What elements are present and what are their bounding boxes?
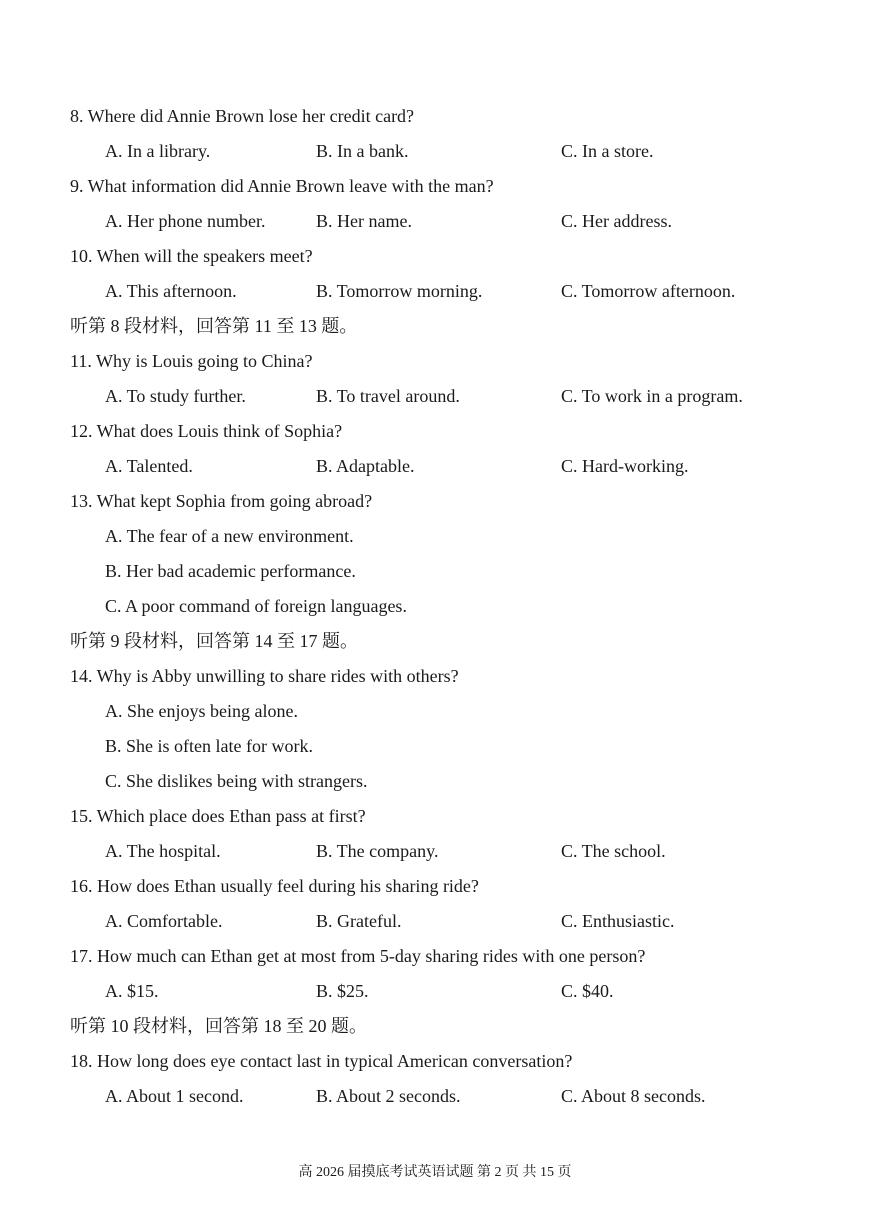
answer-option: A. The fear of a new environment. [105,526,354,546]
question-text: 18. How long does eye contact last in typical American conversation? [70,1051,573,1071]
answer-option: B. She is often late for work. [105,736,313,756]
answer-option: C. In a store. [561,141,654,161]
answer-option: C. A poor command of foreign languages. [105,596,407,616]
question-text: 10. When will the speakers meet? [70,246,313,266]
question-text: 17. How much can Ethan get at most from 5-day sharing rides with one person? [70,946,646,966]
answer-option: B. In a bank. [316,141,409,161]
answer-option: B. Her name. [316,211,412,231]
answer-option: C. Enthusiastic. [561,911,675,931]
answer-option: B. Tomorrow morning. [316,281,483,301]
answer-option: A. The hospital. [105,841,221,861]
answer-option: C. About 8 seconds. [561,1086,706,1106]
answer-option: C. The school. [561,841,666,861]
answer-option: C. She dislikes being with strangers. [105,771,368,791]
section-instruction: 听第 8 段材料，回答第 11 至 13 题。 [70,316,358,336]
question-text: 9. What information did Annie Brown leave with the man? [70,176,494,196]
options-row [0,134,870,169]
answer-option: A. Her phone number. [105,211,266,231]
options-row [0,449,870,484]
question-text: 14. Why is Abby unwilling to share rides with others? [70,666,459,686]
answer-option: A. Talented. [105,456,193,476]
answer-option: A. She enjoys being alone. [105,701,298,721]
answer-option: A. About 1 second. [105,1086,244,1106]
answer-option: B. About 2 seconds. [316,1086,461,1106]
options-row [0,379,870,414]
question-text: 12. What does Louis think of Sophia? [70,421,343,441]
answer-option: A. In a library. [105,141,211,161]
question-text: 16. How does Ethan usually feel during his sharing ride? [70,876,479,896]
answer-option: C. Her address. [561,211,672,231]
answer-option: B. The company. [316,841,439,861]
question-text: 13. What kept Sophia from going abroad? [70,491,373,511]
question-text: 8. Where did Annie Brown lose her credit card? [70,106,415,126]
options-row [0,1079,870,1114]
question-text: 11. Why is Louis going to China? [70,351,313,371]
answer-option: B. Grateful. [316,911,402,931]
answer-option: C. Hard-working. [561,456,689,476]
options-row [0,904,870,939]
answer-option: A. Comfortable. [105,911,223,931]
page-footer: 高 2026 届摸底考试英语试题 第 2 页 共 15 页 [298,1165,572,1180]
answer-option: B. Her bad academic performance. [105,561,356,581]
options-row [0,204,870,239]
options-row [0,834,870,869]
answer-option: C. Tomorrow afternoon. [561,281,736,301]
options-row [0,974,870,1009]
section-instruction: 听第 9 段材料，回答第 14 至 17 题。 [70,631,358,651]
answer-option: B. Adaptable. [316,456,415,476]
answer-option: B. $25. [316,981,369,1001]
answer-option: A. This afternoon. [105,281,237,301]
answer-option: A. To study further. [105,386,246,406]
answer-option: A. $15. [105,981,159,1001]
answer-option: C. To work in a program. [561,386,743,406]
question-text: 15. Which place does Ethan pass at first? [70,806,366,826]
answer-option: B. To travel around. [316,386,460,406]
answer-option: C. $40. [561,981,614,1001]
options-row [0,274,870,309]
section-instruction: 听第 10 段材料，回答第 18 至 20 题。 [70,1016,367,1036]
